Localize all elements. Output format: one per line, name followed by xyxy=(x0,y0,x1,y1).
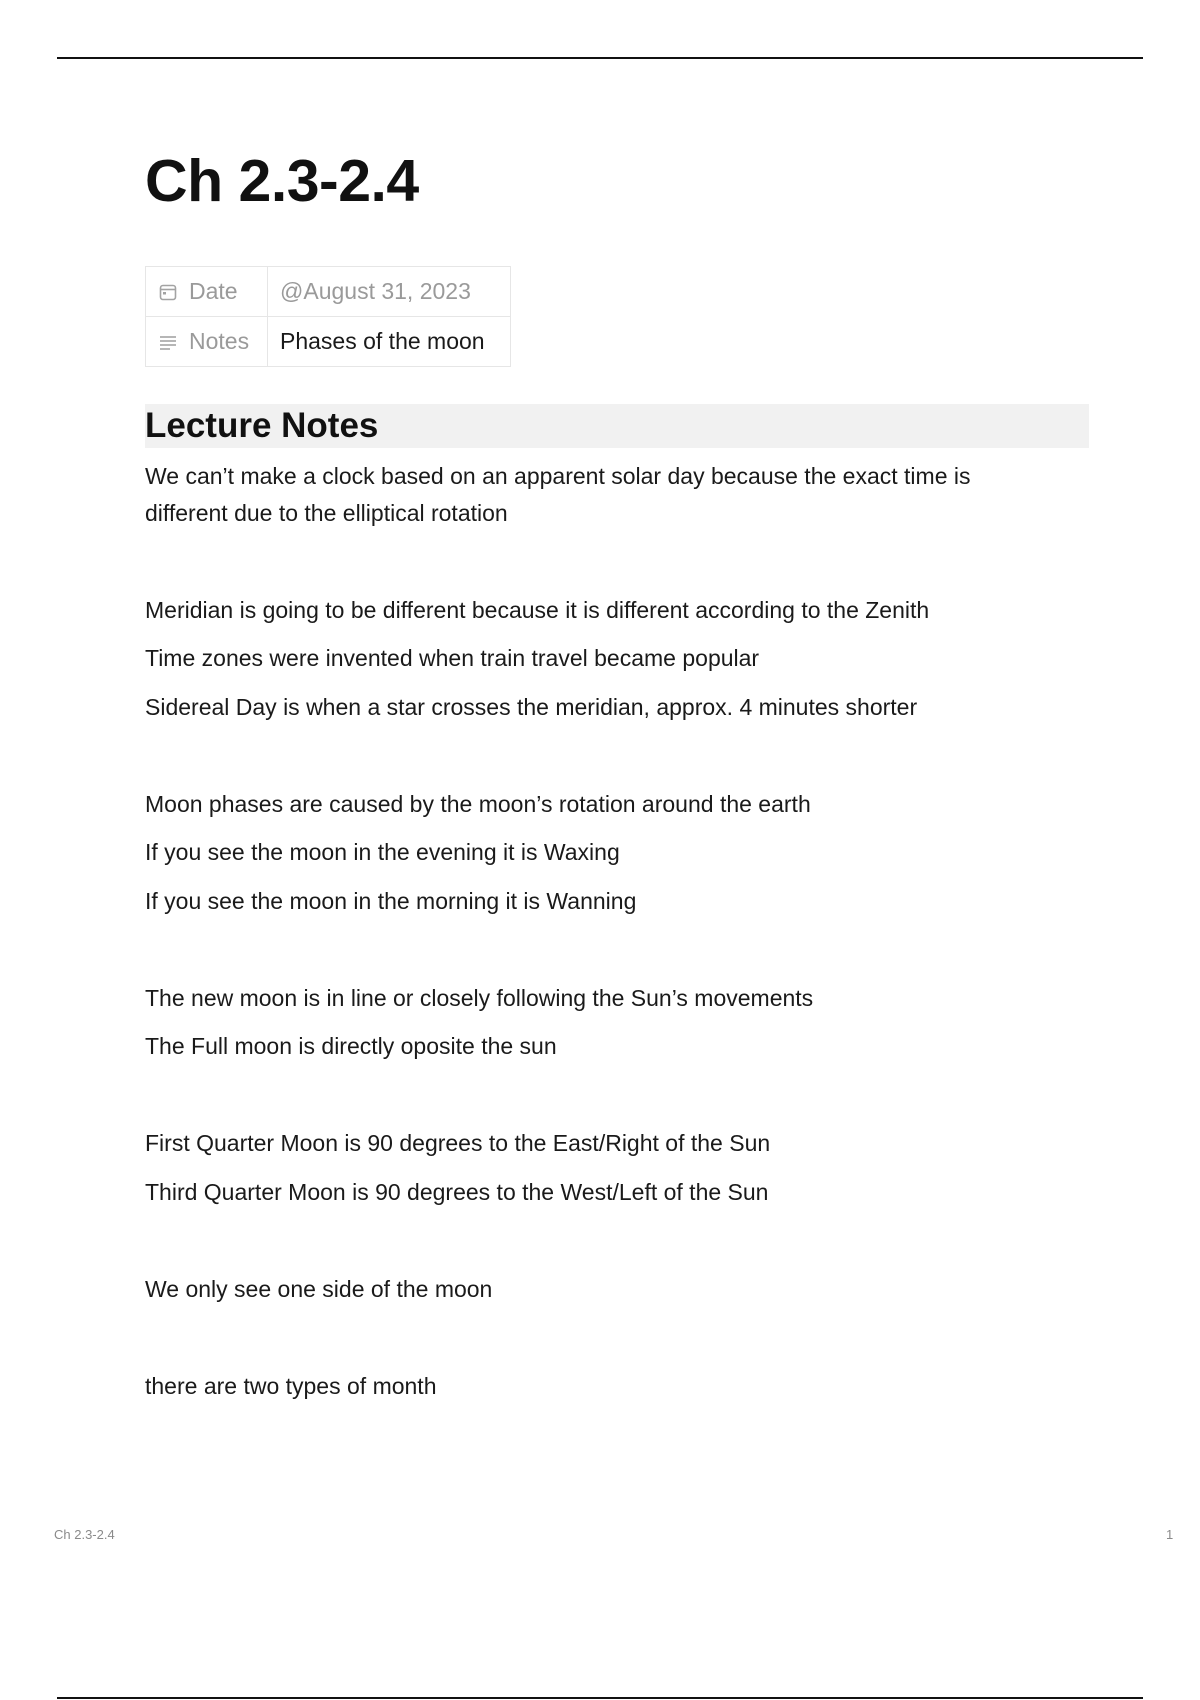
properties-table xyxy=(145,266,511,367)
paragraph: The new moon is in line or closely following the Sun’s movements xyxy=(145,985,814,1011)
property-key-cell xyxy=(146,267,268,317)
paragraph: We can’t make a clock based on an apparent solar day because the exact time is different due to the elliptical rotation xyxy=(145,463,971,526)
paragraph: If you see the moon in the evening it is Waxing xyxy=(145,839,620,865)
section-heading: Lecture Notes xyxy=(145,406,379,445)
notes-value[interactable]: Phases of the moon xyxy=(268,317,511,367)
paragraph: there are two types of month xyxy=(145,1373,437,1399)
paragraph: We only see one side of the moon xyxy=(145,1276,493,1302)
section-heading-block xyxy=(145,404,1089,448)
paragraph: Sidereal Day is when a star crosses the meridian, approx. 4 minutes shorter xyxy=(145,694,918,720)
paragraph: Time zones were invented when train travel became popular xyxy=(145,645,760,671)
property-row-date xyxy=(146,267,511,317)
property-key-label: Notes xyxy=(189,328,250,354)
top-rule xyxy=(57,57,1143,59)
paragraph: The Full moon is directly oposite the sun xyxy=(145,1033,557,1059)
paragraph: Third Quarter Moon is 90 degrees to the West/Left of the Sun xyxy=(145,1179,769,1205)
bottom-rule xyxy=(57,1697,1143,1699)
date-value[interactable]: @August 31, 2023 xyxy=(268,267,511,317)
property-key-label: Date xyxy=(189,278,238,304)
paragraph: If you see the moon in the morning it is Wanning xyxy=(145,888,637,914)
calendar-icon xyxy=(158,282,178,302)
paragraph: Moon phases are caused by the moon’s rotation around the earth xyxy=(145,791,811,817)
footer-title: Ch 2.3-2.4 xyxy=(54,1527,115,1542)
property-key-cell xyxy=(146,317,268,367)
paragraph: Meridian is going to be different because it is different according to the Zenith xyxy=(145,597,930,623)
page-title: Ch 2.3-2.4 xyxy=(145,148,419,214)
page-number: 1 xyxy=(1166,1527,1174,1542)
property-row-notes xyxy=(146,317,511,367)
paragraph: First Quarter Moon is 90 degrees to the East/Right of the Sun xyxy=(145,1130,771,1156)
text-lines-icon xyxy=(158,332,178,352)
